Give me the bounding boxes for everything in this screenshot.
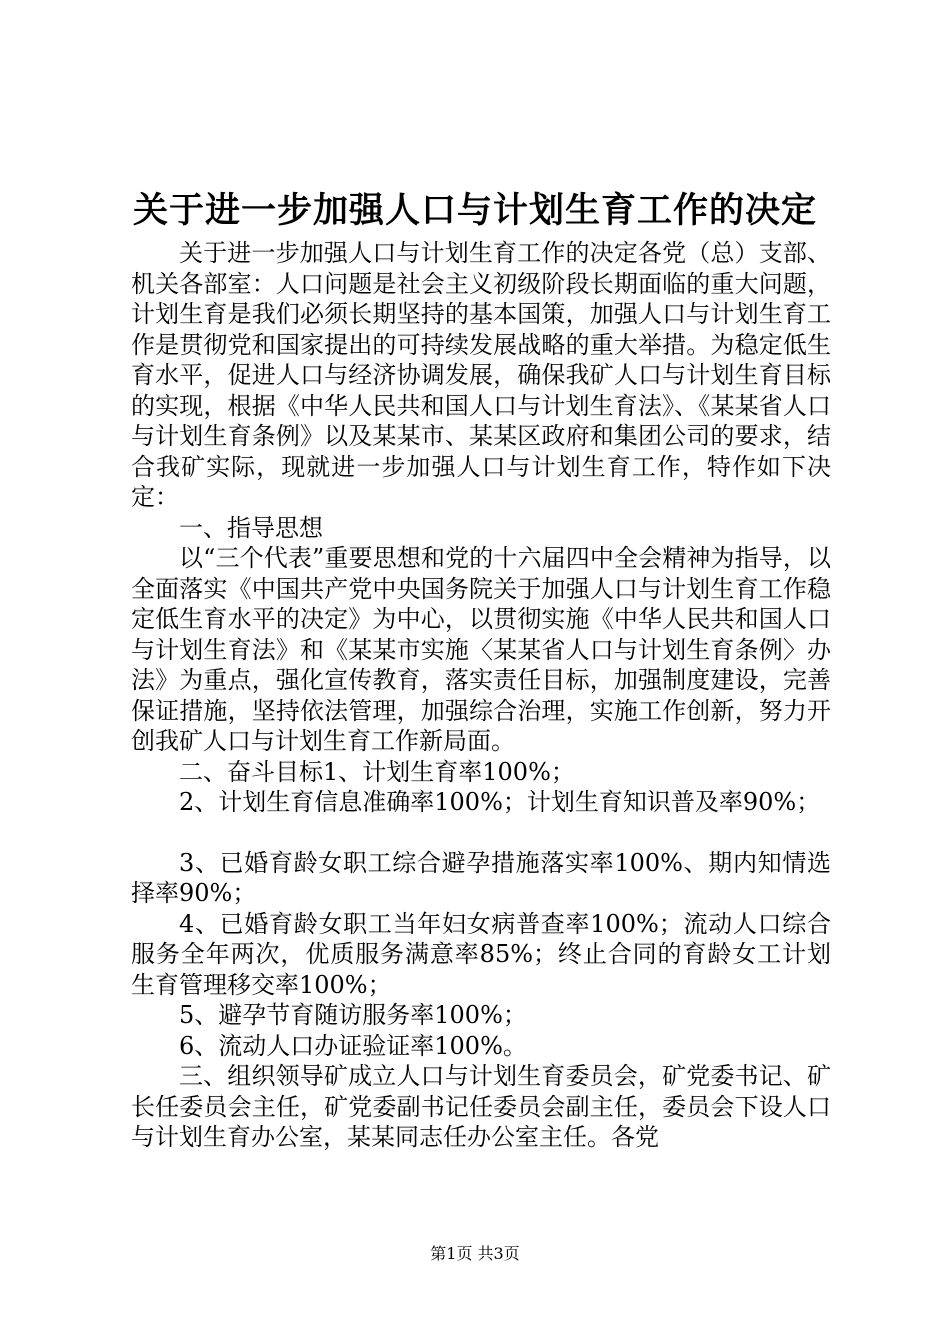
goal-item-5: 5、避孕节育随访服务率100%； xyxy=(179,1001,527,1029)
document-title: 关于进一步加强人口与计划生育工作的决定 xyxy=(132,190,817,231)
blank-line xyxy=(131,818,831,848)
heading-guiding-ideology: 一、指导思想 xyxy=(179,513,323,542)
goal-item-4: 4、已婚育龄女职工当年妇女病普查率100%；流动人口综合服务全年两次，优质服务满意率85%；终止合同的育龄女工计划生育管理移交率100%； xyxy=(131,909,831,999)
paragraph-intro: 关于进一步加强人口与计划生育工作的决定各党（总）支部、机关各部室：人口问题是社会主义初级阶段长期面临的重大问题，计划生育是我们必须长期坚持的基本国策，加强人口与计划生育工作是贯彻党和国家提出的可持续发展战略的重大举措。为稳定低生育水平，促进人口与经济协调发展，确保我矿人口与计划生育目标的实现，根据《中华人民共和国人口与计划生育法》、《某某省人口与计划生育条例》以及某某市、某某区政府和集团公司的要求，结合我矿实际，现就进一步加强人口与计划生育工作，特作如下决定： xyxy=(131,239,831,511)
document-body xyxy=(131,238,831,1153)
goal-item-2: 2、计划生育信息准确率100%；计划生育知识普及率90%； xyxy=(179,788,821,816)
page-number: 第1页 共3页 xyxy=(430,1244,520,1263)
goal-item-3: 3、已婚育龄女职工综合避孕措施落实率100%、期内知情选择率90%； xyxy=(131,848,831,907)
heading-organization: 三、组织领导矿成立人口与计划生育委员会，矿党委书记、矿长任委员会主任，矿党委副书记任委员会副主任，委员会下设人口与计划生育办公室，某某同志任办公室主任。各党 xyxy=(131,1062,831,1151)
heading-goals: 二、奋斗目标1、计划生育率100%； xyxy=(179,757,575,786)
paragraph-guiding-ideology: 以“三个代表”重要思想和党的十六届四中全会精神为指导，以全面落实《中国共产党中央国务院关于加强人口与计划生育工作稳定低生育水平的决定》为中心，以贯彻实施《中华人民共和国人口与计划生育法》和《某某市实施〈某某省人口与计划生育条例〉办法》为重点，强化宣传教育，落实责任目标，加强制度建设，完善保证措施，坚持依法管理，加强综合治理，实施工作创新，努力开创我矿人口与计划生育工作新局面。 xyxy=(131,544,831,755)
goal-item-6: 6、流动人口办证验证率100%。 xyxy=(179,1031,527,1060)
